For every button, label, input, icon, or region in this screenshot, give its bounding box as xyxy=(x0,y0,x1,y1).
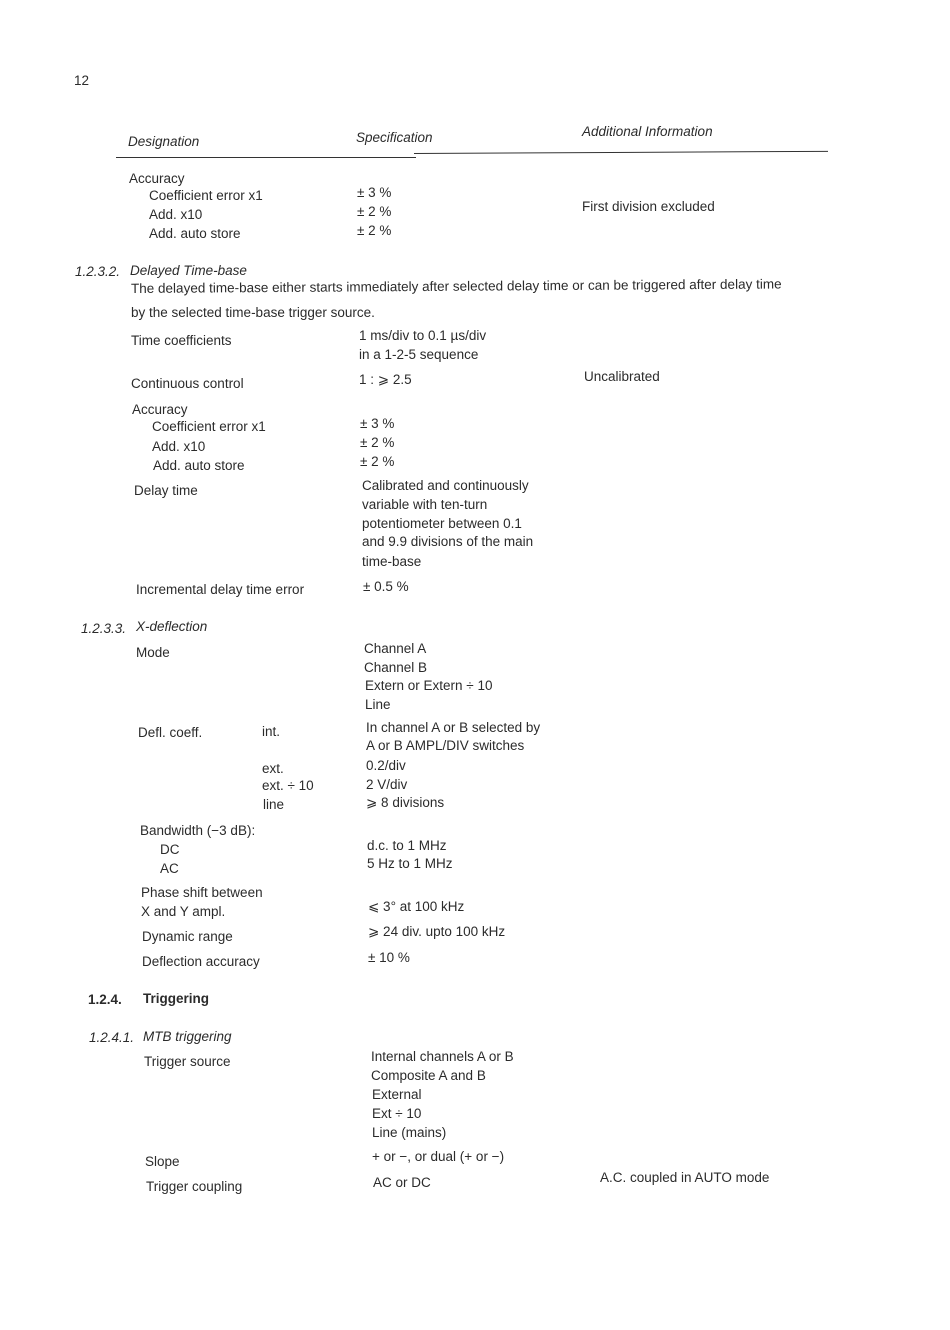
s3-phase-shift-value: ⩽ 3° at 100 kHz xyxy=(368,899,465,914)
s2-delay-time-value-2: variable with ten-turn xyxy=(362,497,488,512)
s2-delay-time-value-1: Calibrated and continuously xyxy=(362,478,529,493)
s3-defl-coeff-label: Defl. coeff. xyxy=(138,725,203,740)
s2-continuous-control-value: 1 : ⩾ 2.5 xyxy=(359,372,412,387)
s2-addstore-label: Add. auto store xyxy=(153,458,245,473)
s2-addx10-label: Add. x10 xyxy=(152,439,206,454)
s4-title: Triggering xyxy=(143,991,210,1006)
s1-addx10-label: Add. x10 xyxy=(149,207,203,222)
header-rule-right xyxy=(414,151,828,154)
s3-ac-label: AC xyxy=(160,861,179,876)
s5-slope-value: + or −, or dual (+ or −) xyxy=(372,1149,505,1164)
header-designation: Designation xyxy=(128,134,200,149)
s3-int-value-2: A or B AMPL/DIV switches xyxy=(366,738,525,753)
header-specification: Specification xyxy=(356,130,433,145)
s1-coef-label: Coefficient error x1 xyxy=(149,188,263,203)
s2-delay-time-value-3: potentiometer between 0.1 xyxy=(362,516,522,531)
s5-trigger-source-label: Trigger source xyxy=(144,1054,231,1069)
s3-bandwidth-label: Bandwidth (−3 dB): xyxy=(140,823,256,838)
s5-trigger-source-value-3: External xyxy=(372,1087,422,1102)
header-additional-information: Additional Information xyxy=(582,124,713,139)
s3-ext10-label: ext. ÷ 10 xyxy=(262,778,314,793)
s3-dynamic-range-value: ⩾ 24 div. upto 100 kHz xyxy=(368,924,506,939)
s3-int-value-1: In channel A or B selected by xyxy=(366,720,541,735)
s2-incremental-delay-label: Incremental delay time error xyxy=(136,582,305,597)
s2-intro-line-2: by the selected time-base trigger source. xyxy=(131,305,375,320)
s5-trigger-source-value-4: Ext ÷ 10 xyxy=(372,1106,422,1121)
s3-phase-shift-label-2: X and Y ampl. xyxy=(141,904,226,919)
s1-addstore-label: Add. auto store xyxy=(149,226,241,241)
s2-incremental-delay-value: ± 0.5 % xyxy=(363,579,409,594)
s2-coef-value: ± 3 % xyxy=(360,416,395,431)
s2-time-coefficients-label: Time coefficients xyxy=(131,333,232,348)
s3-mode-value-2: Channel B xyxy=(364,660,428,675)
s1-accuracy-label: Accuracy xyxy=(129,171,185,186)
s3-ext10-value: 2 V/div xyxy=(366,777,408,792)
s3-deflection-accuracy-label: Deflection accuracy xyxy=(142,954,260,969)
page-number: 12 xyxy=(74,73,90,88)
s5-trigger-coupling-value: AC or DC xyxy=(373,1175,431,1190)
s1-addx10-value: ± 2 % xyxy=(357,204,392,219)
s2-time-coefficients-value-1: 1 ms/div to 0.1 µs/div xyxy=(359,328,487,343)
s5-trigger-source-value-1: Internal channels A or B xyxy=(371,1049,514,1064)
s3-phase-shift-label-1: Phase shift between xyxy=(141,885,263,900)
s3-mode-value-3: Extern or Extern ÷ 10 xyxy=(365,678,493,693)
s5-title: MTB triggering xyxy=(143,1029,232,1044)
s3-dynamic-range-label: Dynamic range xyxy=(142,929,233,944)
s5-number: 1.2.4.1. xyxy=(89,1030,135,1045)
s3-int-label: int. xyxy=(262,724,281,739)
header-rule-left xyxy=(116,157,416,158)
s2-coef-label: Coefficient error x1 xyxy=(152,419,266,434)
s2-time-coefficients-value-2: in a 1-2-5 sequence xyxy=(359,347,479,362)
s3-mode-value-1: Channel A xyxy=(364,641,427,656)
s5-trigger-source-value-2: Composite A and B xyxy=(371,1068,486,1083)
s2-delay-time-label: Delay time xyxy=(134,483,198,498)
s3-line-label: line xyxy=(263,797,285,812)
s3-line-value: ⩾ 8 divisions xyxy=(366,795,445,810)
s3-deflection-accuracy-value: ± 10 % xyxy=(368,950,410,965)
s3-ext-value: 0.2/div xyxy=(366,758,406,773)
s5-slope-label: Slope xyxy=(145,1154,180,1169)
s2-addstore-value: ± 2 % xyxy=(360,454,395,469)
s3-ac-value: 5 Hz to 1 MHz xyxy=(367,856,453,871)
s5-trigger-coupling-note: A.C. coupled in AUTO mode xyxy=(600,1170,770,1185)
s3-number: 1.2.3.3. xyxy=(81,621,127,636)
s2-number: 1.2.3.2. xyxy=(75,264,121,279)
s3-ext-label: ext. xyxy=(262,761,284,776)
s2-addx10-value: ± 2 % xyxy=(360,435,395,450)
s2-delay-time-value-4: and 9.9 divisions of the main xyxy=(362,534,534,549)
s2-accuracy-label: Accuracy xyxy=(132,402,188,417)
s1-addstore-value: ± 2 % xyxy=(357,223,392,238)
s5-trigger-coupling-label: Trigger coupling xyxy=(146,1179,243,1194)
s2-continuous-control-note: Uncalibrated xyxy=(584,369,660,384)
s2-continuous-control-label: Continuous control xyxy=(131,376,244,391)
s3-mode-label: Mode xyxy=(136,645,170,660)
s2-intro-line-1: The delayed time-base either starts immediately after selected delay time or can be triggered after delay time xyxy=(130,276,782,296)
s2-title: Delayed Time-base xyxy=(130,263,247,278)
s3-dc-value: d.c. to 1 MHz xyxy=(367,838,447,853)
s3-title: X-deflection xyxy=(136,619,208,634)
s3-dc-label: DC xyxy=(160,842,180,857)
s1-coef-value: ± 3 % xyxy=(357,185,392,200)
s5-trigger-source-value-5: Line (mains) xyxy=(372,1125,447,1140)
s4-number: 1.2.4. xyxy=(88,992,122,1007)
s1-note: First division excluded xyxy=(582,199,715,214)
s3-mode-value-4: Line xyxy=(365,697,391,712)
s2-delay-time-value-5: time-base xyxy=(362,554,422,569)
